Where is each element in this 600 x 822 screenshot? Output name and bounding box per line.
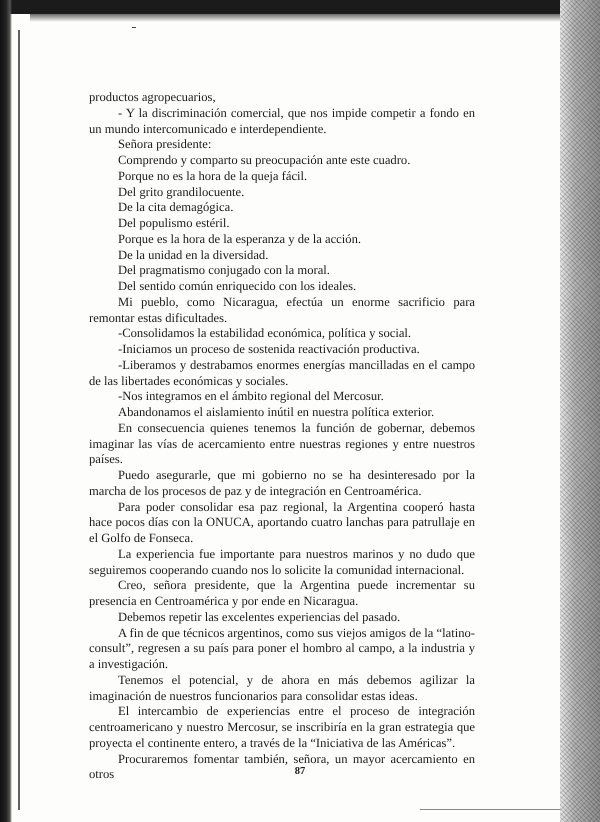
paragraph: -Consolidamos la estabilidad económica, política y social.	[118, 326, 412, 341]
paragraph: Comprendo y comparto su preocupación ante este cuadro.	[118, 153, 411, 167]
paragraph: - Y la discriminación comercial, que nos impide competir a fondo en un mundo intercomunicado e interdependiente.	[89, 105, 475, 136]
paragraph: La experiencia fue importante para nuestros marinos y no dudo que seguiremos cooperando cuando nos lo solicite la comunidad internacional.	[89, 546, 475, 577]
paragraph: En consecuencia quienes tenemos la función de gobernar, debemos imaginar las vías de acercamiento entre nuestras regiones y entre nuestros países.	[89, 420, 475, 467]
paragraph: Para poder consolidar esa paz regional, la Argentina cooperó hasta hace pocos días con la ONUCA, aportando cuatro lanchas para patrullaje en el Golfo de Fonseca.	[89, 499, 475, 545]
scan-top-fade	[30, 14, 570, 22]
binding-edge-line	[18, 30, 20, 810]
paragraph: Debemos repetir las excelentes experiencias del pasado.	[118, 609, 401, 624]
paragraph: Del populismo estéril.	[118, 216, 230, 230]
paragraph: A fin de que técnicos argentinos, como sus viejos amigos de la “latino-consult”, regresen a su país para poner el hombro al campo, a la industria y a investigación.	[89, 625, 475, 671]
paragraph: Porque es la hora de la esperanza y de la acción.	[118, 231, 362, 246]
paragraph: -Iniciamos un proceso de sostenida reactivación productiva.	[118, 342, 420, 356]
paragraph: Tenemos el potencial, y de ahora en más debemos agilizar la imaginación de nuestros funcionarios para consolidar estas ideas.	[89, 672, 475, 703]
paragraph: Procuraremos fomentar también, señora, un mayor acercamiento en otros	[89, 751, 475, 782]
body-text	[89, 90, 475, 783]
paragraph: Señora presidente:	[118, 137, 212, 152]
paragraph: Del pragmatismo conjugado con la moral.	[118, 263, 330, 278]
paragraph: Del grito grandilocuente.	[118, 184, 245, 199]
scan-top-shadow	[0, 0, 600, 14]
scan-left-shadow	[0, 0, 12, 822]
paragraph: De la cita demagógica.	[118, 200, 234, 215]
paragraph: De la unidad en la diversidad.	[118, 247, 269, 262]
scan-right-edge	[560, 0, 600, 822]
paragraph: Del sentido común enriquecido con los ideales.	[118, 279, 357, 293]
paragraph: Mi pueblo, como Nicaragua, efectúa un enorme sacrificio para remontar estas dificultades.	[89, 294, 475, 325]
page-number: 87	[294, 766, 306, 777]
paragraph: Creo, señora presidente, que la Argentina puede incrementar su presencia en Centroamérica y por ende en Nicaragua.	[89, 578, 475, 608]
paragraph: Porque no es la hora de la queja fácil.	[118, 168, 308, 183]
paragraph: -Nos integramos en el ámbito regional del Mercosur.	[118, 389, 384, 404]
paragraph: productos agropecuarios,	[89, 90, 216, 104]
paragraph: Puedo asegurarle, que mi gobierno no se ha desinteresado por la marcha de los procesos de paz y de integración en Centroamérica.	[89, 468, 475, 498]
scan-speck	[132, 27, 136, 28]
paragraph: El intercambio de experiencias entre el proceso de integración centroamericano y nuestro Mercosur, se inscribiría en la gran estrategia que proyecta el continente entero, a través de la “Iniciativa de las Américas”.	[89, 704, 475, 750]
paragraph: Abandonamos el aislamiento inútil en nuestra política exterior.	[118, 405, 435, 419]
scan-bottom-line	[420, 809, 560, 810]
paragraph: -Liberamos y destrabamos enormes energías mancilladas en el campo de las libertades económicas y sociales.	[89, 357, 475, 388]
